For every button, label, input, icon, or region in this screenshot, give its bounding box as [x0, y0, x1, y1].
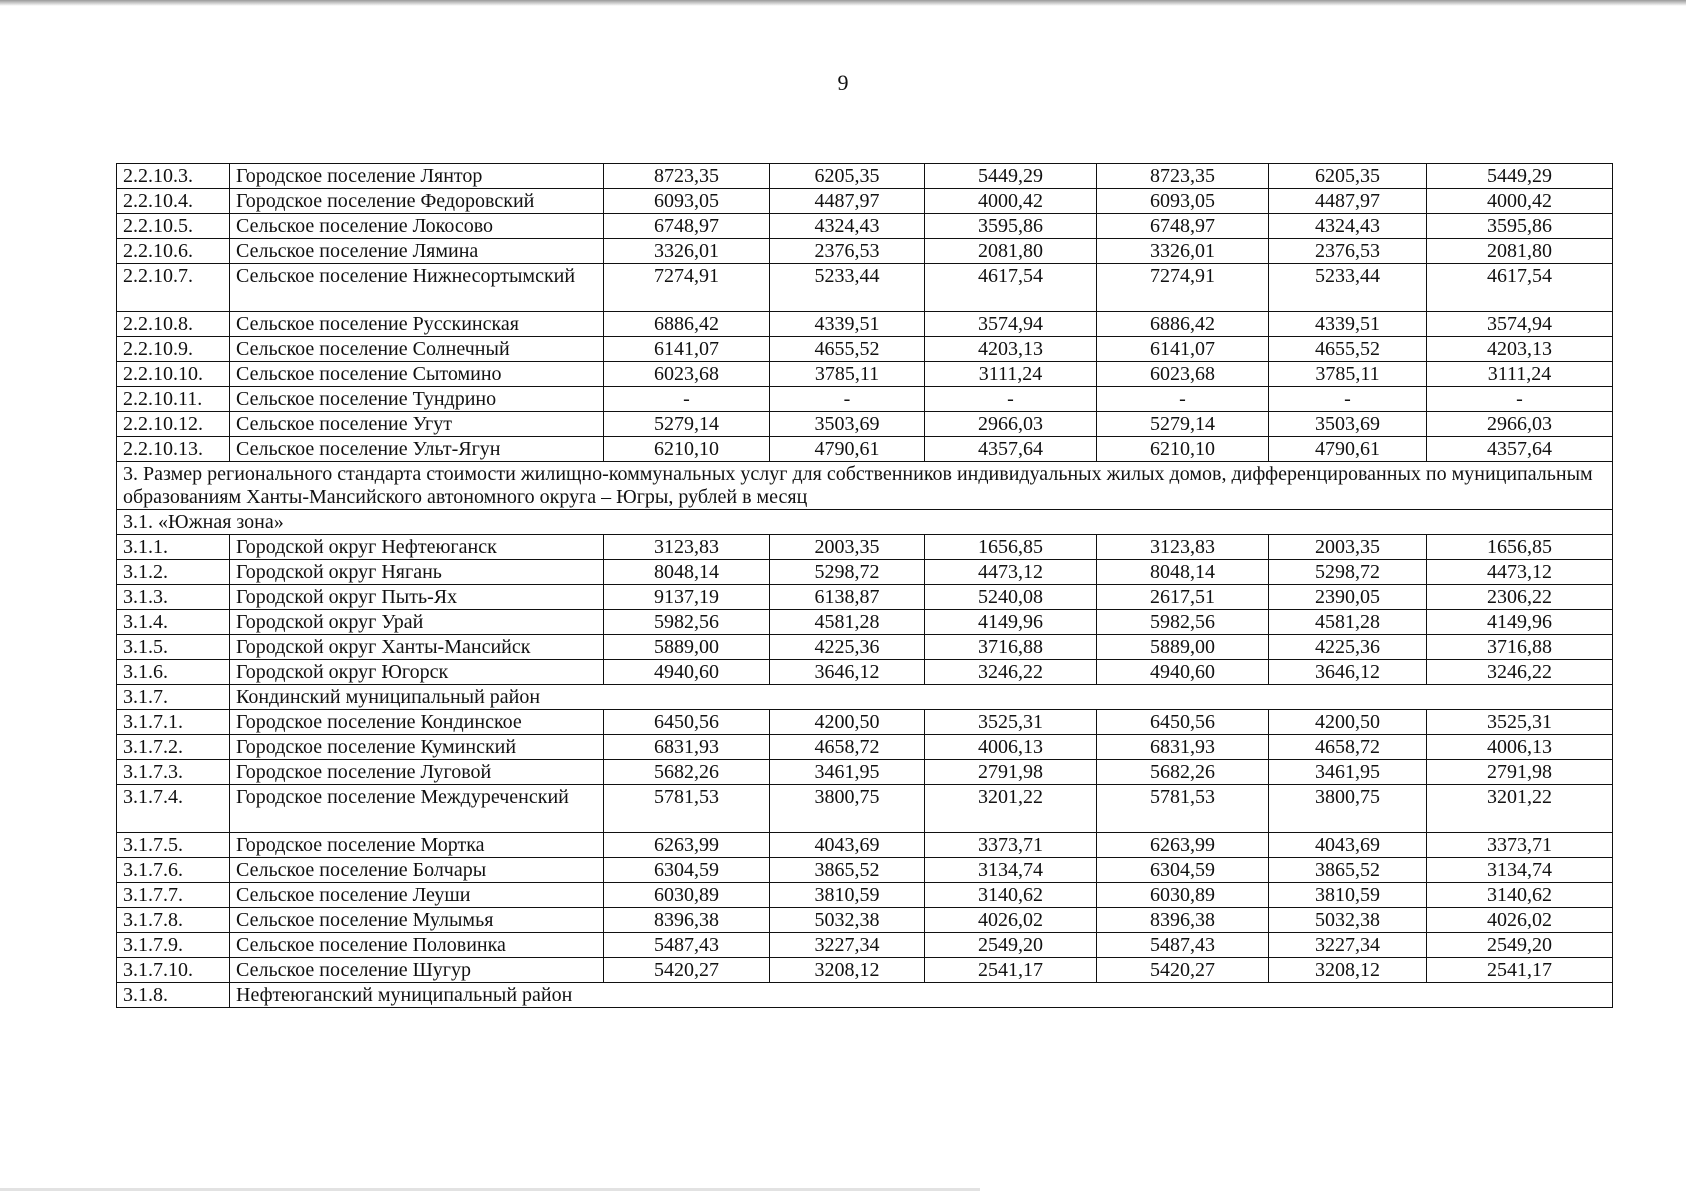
table-row [117, 264, 1613, 312]
value-cell: 6205,35 [1269, 164, 1427, 189]
row-code: 3.1.3. [117, 585, 230, 610]
value-cell: 3373,71 [925, 833, 1097, 858]
value-cell: 3227,34 [1269, 933, 1427, 958]
value-cell: 3574,94 [925, 312, 1097, 337]
value-cell: 4000,42 [925, 189, 1097, 214]
value-cell: 4000,42 [1427, 189, 1613, 214]
table-row [117, 883, 1613, 908]
value-cell: 4357,64 [1427, 437, 1613, 462]
value-cell: 3461,95 [770, 760, 925, 785]
row-code: 3.1.7.9. [117, 933, 230, 958]
value-cell: 4658,72 [770, 735, 925, 760]
value-cell: 6093,05 [604, 189, 770, 214]
value-cell: 2541,17 [1427, 958, 1613, 983]
row-name: Сельское поселение Мулымья [230, 908, 604, 933]
value-cell: 4617,54 [925, 264, 1097, 312]
value-cell: 6210,10 [604, 437, 770, 462]
value-cell: 7274,91 [1097, 264, 1269, 312]
value-cell: 4473,12 [925, 560, 1097, 585]
value-cell: 5279,14 [604, 412, 770, 437]
row-name: Городской округ Нягань [230, 560, 604, 585]
value-cell: 3140,62 [925, 883, 1097, 908]
value-cell: 4006,13 [925, 735, 1097, 760]
value-cell: 3595,86 [1427, 214, 1613, 239]
value-cell: 4200,50 [770, 710, 925, 735]
value-cell: 3646,12 [770, 660, 925, 685]
value-cell: 3111,24 [925, 362, 1097, 387]
table-row [117, 735, 1613, 760]
value-cell: 4324,43 [1269, 214, 1427, 239]
value-cell: 4149,96 [1427, 610, 1613, 635]
row-name: Сельское поселение Тундрино [230, 387, 604, 412]
value-cell: 3503,69 [1269, 412, 1427, 437]
value-cell: 3326,01 [604, 239, 770, 264]
page-number: 9 [837, 70, 849, 95]
value-cell: 3810,59 [770, 883, 925, 908]
value-cell: 3525,31 [925, 710, 1097, 735]
row-name: Сельское поселение Шугур [230, 958, 604, 983]
value-cell: 3227,34 [770, 933, 925, 958]
value-cell: 3246,22 [925, 660, 1097, 685]
value-cell: 5233,44 [1269, 264, 1427, 312]
row-code: 2.2.10.7. [117, 264, 230, 312]
row-code: 2.2.10.11. [117, 387, 230, 412]
value-cell: 4324,43 [770, 214, 925, 239]
row-name: Кондинский муниципальный район [230, 685, 1613, 710]
value-cell: 5487,43 [604, 933, 770, 958]
row-name: Сельское поселение Угут [230, 412, 604, 437]
row-name: Городской округ Урай [230, 610, 604, 635]
value-cell: 5682,26 [604, 760, 770, 785]
value-cell: 3208,12 [770, 958, 925, 983]
table-row [117, 387, 1613, 412]
value-cell: 4357,64 [925, 437, 1097, 462]
row-name: Сельское поселение Половинка [230, 933, 604, 958]
value-cell: 3800,75 [1269, 785, 1427, 833]
table-row [117, 908, 1613, 933]
value-cell: 6138,87 [770, 585, 925, 610]
row-code: 2.2.10.6. [117, 239, 230, 264]
value-cell: 9137,19 [604, 585, 770, 610]
value-cell: 4617,54 [1427, 264, 1613, 312]
value-cell: 8396,38 [604, 908, 770, 933]
table-row [117, 585, 1613, 610]
row-name: Сельское поселение Болчары [230, 858, 604, 883]
value-cell: 3134,74 [925, 858, 1097, 883]
row-code: 2.2.10.4. [117, 189, 230, 214]
value-cell: 4225,36 [1269, 635, 1427, 660]
value-cell: 2791,98 [925, 760, 1097, 785]
value-cell: 3595,86 [925, 214, 1097, 239]
value-cell: 4026,02 [925, 908, 1097, 933]
table-body [117, 164, 1613, 1008]
value-cell: 5982,56 [1097, 610, 1269, 635]
table-row [117, 785, 1613, 833]
value-cell: 4203,13 [925, 337, 1097, 362]
value-cell: 3111,24 [1427, 362, 1613, 387]
row-code: 3.1.1. [117, 535, 230, 560]
row-name: Сельское поселение Сытомино [230, 362, 604, 387]
value-cell: 7274,91 [604, 264, 770, 312]
row-name: Городское поселение Кондинское [230, 710, 604, 735]
value-cell: 4487,97 [770, 189, 925, 214]
value-cell: 3140,62 [1427, 883, 1613, 908]
value-cell: 5298,72 [1269, 560, 1427, 585]
value-cell: 3646,12 [1269, 660, 1427, 685]
row-name: Городское поселение Луговой [230, 760, 604, 785]
value-cell: 2003,35 [770, 535, 925, 560]
value-cell: 2541,17 [925, 958, 1097, 983]
value-cell: 8048,14 [604, 560, 770, 585]
value-cell: 4940,60 [604, 660, 770, 685]
value-cell: 3865,52 [1269, 858, 1427, 883]
row-code: 3.1.7.4. [117, 785, 230, 833]
table-row [117, 710, 1613, 735]
value-cell: 2081,80 [1427, 239, 1613, 264]
row-name: Сельское поселение Солнечный [230, 337, 604, 362]
value-cell: 4006,13 [1427, 735, 1613, 760]
scan-edge-bottom [0, 1188, 980, 1191]
row-code: 3.1.7.2. [117, 735, 230, 760]
table-row [117, 312, 1613, 337]
value-cell: 5682,26 [1097, 760, 1269, 785]
value-cell: 3373,71 [1427, 833, 1613, 858]
value-cell: 4658,72 [1269, 735, 1427, 760]
value-cell: 4339,51 [770, 312, 925, 337]
row-name: Сельское поселение Нижнесортымский [230, 264, 604, 312]
section-heading: 3. Размер регионального стандарта стоимости жилищно-коммунальных услуг для собственников индивидуальных жилых домов, дифференцированных по муниципальным образованиям Ханты-Мансийского автономного округа – Югры, рублей в месяц [117, 462, 1613, 510]
row-code: 3.1.7.3. [117, 760, 230, 785]
value-cell: 5233,44 [770, 264, 925, 312]
section-row [117, 462, 1613, 510]
row-name: Сельское поселение Лямина [230, 239, 604, 264]
value-cell: 4655,52 [1269, 337, 1427, 362]
value-cell: 3201,22 [1427, 785, 1613, 833]
value-cell: 2081,80 [925, 239, 1097, 264]
value-cell: 3326,01 [1097, 239, 1269, 264]
value-cell: 3525,31 [1427, 710, 1613, 735]
row-code: 2.2.10.5. [117, 214, 230, 239]
value-cell: 4581,28 [1269, 610, 1427, 635]
value-cell: 5240,08 [925, 585, 1097, 610]
row-name: Сельское поселение Ульт-Ягун [230, 437, 604, 462]
value-cell: 6450,56 [604, 710, 770, 735]
row-code: 2.2.10.9. [117, 337, 230, 362]
row-code: 3.1.7.7. [117, 883, 230, 908]
value-cell: 1656,85 [1427, 535, 1613, 560]
table-row [117, 535, 1613, 560]
row-code: 2.2.10.8. [117, 312, 230, 337]
value-cell: 3716,88 [1427, 635, 1613, 660]
value-cell: 5298,72 [770, 560, 925, 585]
table-row [117, 760, 1613, 785]
value-cell: 2791,98 [1427, 760, 1613, 785]
row-name: Городское поселение Междуреченский [230, 785, 604, 833]
value-cell: 3208,12 [1269, 958, 1427, 983]
value-cell: 3716,88 [925, 635, 1097, 660]
row-code: 3.1.7.5. [117, 833, 230, 858]
value-cell: 6304,59 [604, 858, 770, 883]
value-cell: 2376,53 [1269, 239, 1427, 264]
value-cell: 3503,69 [770, 412, 925, 437]
value-cell: 3800,75 [770, 785, 925, 833]
table-row [117, 833, 1613, 858]
row-name: Сельское поселение Леуши [230, 883, 604, 908]
table-row [117, 610, 1613, 635]
value-cell: 2549,20 [1427, 933, 1613, 958]
value-cell: 3134,74 [1427, 858, 1613, 883]
value-cell: 6831,93 [604, 735, 770, 760]
section-row [117, 510, 1613, 535]
row-name: Нефтеюганский муниципальный район [230, 983, 1613, 1008]
value-cell: 5487,43 [1097, 933, 1269, 958]
value-cell: 4790,61 [1269, 437, 1427, 462]
value-cell: 4043,69 [1269, 833, 1427, 858]
value-cell: 3123,83 [604, 535, 770, 560]
row-code: 2.2.10.10. [117, 362, 230, 387]
table-row [117, 337, 1613, 362]
value-cell: 6023,68 [604, 362, 770, 387]
row-code: 3.1.5. [117, 635, 230, 660]
table-row [117, 239, 1613, 264]
value-cell: 6263,99 [1097, 833, 1269, 858]
value-cell: 5279,14 [1097, 412, 1269, 437]
row-code: 3.1.7. [117, 685, 230, 710]
value-cell: 6831,93 [1097, 735, 1269, 760]
value-cell: 6141,07 [604, 337, 770, 362]
value-cell: 4149,96 [925, 610, 1097, 635]
value-cell: 3246,22 [1427, 660, 1613, 685]
value-cell: 5449,29 [925, 164, 1097, 189]
value-cell: 5032,38 [770, 908, 925, 933]
row-code: 2.2.10.13. [117, 437, 230, 462]
value-cell: 8723,35 [604, 164, 770, 189]
value-cell: - [604, 387, 770, 412]
value-cell: 5889,00 [1097, 635, 1269, 660]
value-cell: - [1427, 387, 1613, 412]
row-code: 3.1.2. [117, 560, 230, 585]
row-code: 3.1.6. [117, 660, 230, 685]
row-code: 3.1.8. [117, 983, 230, 1008]
value-cell: 4203,13 [1427, 337, 1613, 362]
table-row [117, 958, 1613, 983]
table-row [117, 437, 1613, 462]
table-row [117, 362, 1613, 387]
value-cell: 4487,97 [1269, 189, 1427, 214]
value-cell: 3785,11 [1269, 362, 1427, 387]
value-cell: 3461,95 [1269, 760, 1427, 785]
table-row [117, 189, 1613, 214]
table-row [117, 164, 1613, 189]
value-cell: 4339,51 [1269, 312, 1427, 337]
value-cell: 2306,22 [1427, 585, 1613, 610]
value-cell: 6450,56 [1097, 710, 1269, 735]
row-name: Городское поселение Куминский [230, 735, 604, 760]
value-cell: 3201,22 [925, 785, 1097, 833]
row-code: 2.2.10.3. [117, 164, 230, 189]
value-cell: 5889,00 [604, 635, 770, 660]
value-cell: 2966,03 [925, 412, 1097, 437]
value-cell: 5420,27 [604, 958, 770, 983]
row-name: Сельское поселение Русскинская [230, 312, 604, 337]
district-row [117, 983, 1613, 1008]
table-row [117, 560, 1613, 585]
value-cell: 2390,05 [1269, 585, 1427, 610]
value-cell: 3123,83 [1097, 535, 1269, 560]
value-cell: 6263,99 [604, 833, 770, 858]
value-cell: 6748,97 [1097, 214, 1269, 239]
value-cell: 4581,28 [770, 610, 925, 635]
row-code: 3.1.4. [117, 610, 230, 635]
value-cell: 4790,61 [770, 437, 925, 462]
row-code: 3.1.7.10. [117, 958, 230, 983]
row-name: Сельское поселение Локосово [230, 214, 604, 239]
district-row [117, 685, 1613, 710]
value-cell: 4473,12 [1427, 560, 1613, 585]
row-code: 2.2.10.12. [117, 412, 230, 437]
row-name: Городское поселение Лянтор [230, 164, 604, 189]
table-row [117, 214, 1613, 239]
value-cell: 4200,50 [1269, 710, 1427, 735]
value-cell: 4655,52 [770, 337, 925, 362]
row-code: 3.1.7.1. [117, 710, 230, 735]
row-code: 3.1.7.6. [117, 858, 230, 883]
row-code: 3.1.7.8. [117, 908, 230, 933]
value-cell: 6030,89 [604, 883, 770, 908]
value-cell: - [1097, 387, 1269, 412]
value-cell: 8048,14 [1097, 560, 1269, 585]
value-cell: 3865,52 [770, 858, 925, 883]
value-cell: 5781,53 [1097, 785, 1269, 833]
value-cell: 6304,59 [1097, 858, 1269, 883]
value-cell: 6748,97 [604, 214, 770, 239]
value-cell: 4043,69 [770, 833, 925, 858]
value-cell: 2376,53 [770, 239, 925, 264]
value-cell: 6886,42 [604, 312, 770, 337]
value-cell: 2003,35 [1269, 535, 1427, 560]
value-cell: 5420,27 [1097, 958, 1269, 983]
row-name: Городской округ Пыть-Ях [230, 585, 604, 610]
row-name: Городское поселение Мортка [230, 833, 604, 858]
row-name: Городской округ Югорск [230, 660, 604, 685]
table-row [117, 412, 1613, 437]
value-cell: 6030,89 [1097, 883, 1269, 908]
value-cell: 4940,60 [1097, 660, 1269, 685]
table-row [117, 660, 1613, 685]
scan-edge-top [0, 0, 1686, 6]
row-name: Городской округ Ханты-Мансийск [230, 635, 604, 660]
value-cell: 2966,03 [1427, 412, 1613, 437]
value-cell: 6886,42 [1097, 312, 1269, 337]
row-name: Городской округ Нефтеюганск [230, 535, 604, 560]
tariff-table [116, 163, 1613, 1008]
value-cell: 4225,36 [770, 635, 925, 660]
row-name: Городское поселение Федоровский [230, 189, 604, 214]
value-cell: 5982,56 [604, 610, 770, 635]
value-cell: 6205,35 [770, 164, 925, 189]
value-cell: 6210,10 [1097, 437, 1269, 462]
value-cell: 6093,05 [1097, 189, 1269, 214]
value-cell: 3574,94 [1427, 312, 1613, 337]
value-cell: 5449,29 [1427, 164, 1613, 189]
value-cell: 8723,35 [1097, 164, 1269, 189]
value-cell: 1656,85 [925, 535, 1097, 560]
section-heading: 3.1. «Южная зона» [117, 510, 1613, 535]
value-cell: 6141,07 [1097, 337, 1269, 362]
value-cell: - [770, 387, 925, 412]
value-cell: 3785,11 [770, 362, 925, 387]
value-cell: 2549,20 [925, 933, 1097, 958]
table-row [117, 933, 1613, 958]
value-cell: 5781,53 [604, 785, 770, 833]
value-cell: - [925, 387, 1097, 412]
table-row [117, 858, 1613, 883]
value-cell: 4026,02 [1427, 908, 1613, 933]
value-cell: 8396,38 [1097, 908, 1269, 933]
value-cell: - [1269, 387, 1427, 412]
value-cell: 2617,51 [1097, 585, 1269, 610]
value-cell: 3810,59 [1269, 883, 1427, 908]
value-cell: 5032,38 [1269, 908, 1427, 933]
value-cell: 6023,68 [1097, 362, 1269, 387]
table-row [117, 635, 1613, 660]
